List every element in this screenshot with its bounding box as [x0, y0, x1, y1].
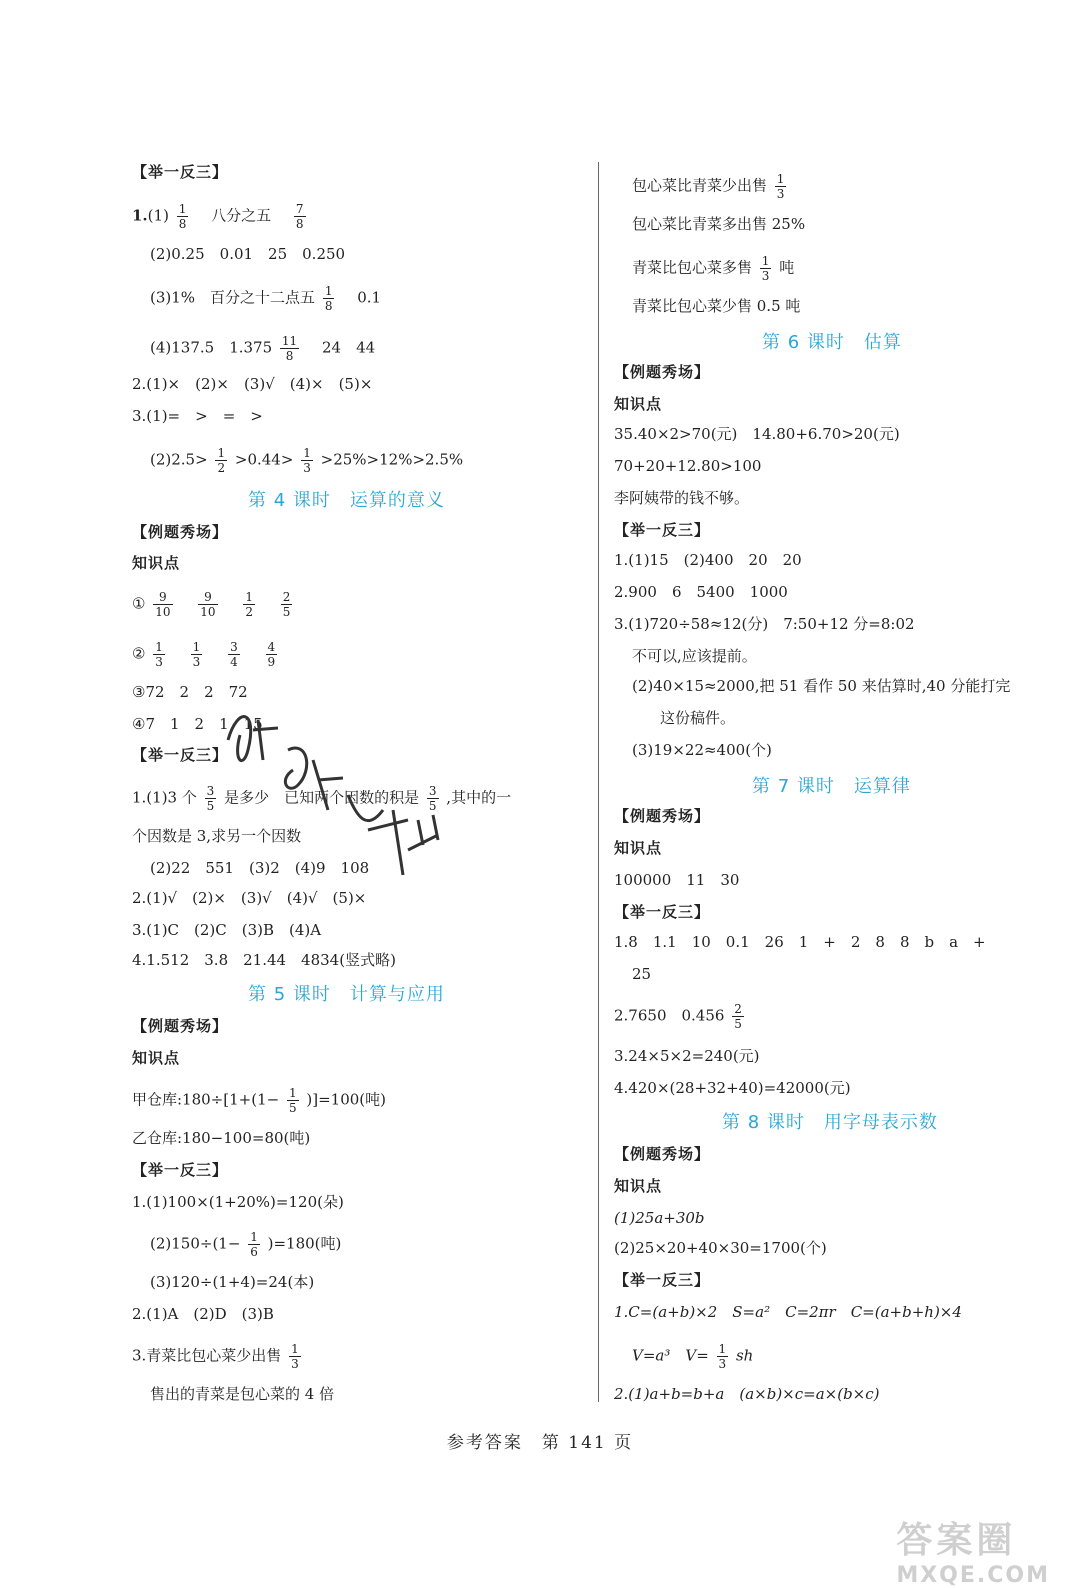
watermark-logo: 答案圈	[896, 1520, 1017, 1561]
watermark-url: MXQE.COM	[896, 1563, 1050, 1588]
answer-line: 李阿姨带的钱不够。	[614, 489, 750, 507]
answer-line: 包心菜比青菜多出售 25%	[632, 215, 806, 233]
section-tag: 【例题秀场】	[132, 523, 229, 541]
answer-line: 1.(1)100×(1+20%)=120(朵)	[132, 1193, 344, 1211]
answer-line: 3.青菜比包心菜少出售 $\frac{1}{3}$	[132, 1342, 299, 1371]
answer-line: (4)137.5 1.375 $\frac{11}{8}$ 24 44	[150, 334, 376, 363]
answer-line: 1.C=(a+b)×2 S=a² C=2πr C=(a+b+h)×4	[614, 1303, 962, 1321]
fraction: $\frac{7}{8}$	[295, 202, 304, 231]
knowledge-label: 知识点	[132, 554, 181, 572]
answer-line: ① $\frac{9}{10}$ $\frac{9}{10}$ $\frac{1}{2}$ $\frac{2}{5}$	[132, 590, 291, 619]
answer-line: (1)25a+30b	[614, 1209, 705, 1227]
answer-line: 青菜比包心菜少售 0.5 吨	[632, 297, 801, 315]
answer-line: 售出的青菜是包心菜的 4 倍	[150, 1385, 335, 1403]
answer-line: (2)2.5> $\frac{1}{2}$ >0.44> $\frac{1}{3}$ >25%>12%>2.5%	[150, 446, 464, 475]
answer-line: 4.420×(28+32+40)=42000(元)	[614, 1079, 851, 1097]
section-tag: 【例题秀场】	[614, 1145, 711, 1163]
lesson-heading: 第 7 课时 运算律	[752, 776, 911, 797]
lesson-heading: 第 5 课时 计算与应用	[248, 984, 445, 1005]
answer-line: 1.8 1.1 10 0.1 26 1 + 2 8 8 b a +	[614, 933, 986, 951]
knowledge-label: 知识点	[614, 839, 663, 857]
answer-line: (2)22 551 (3)2 (4)9 108	[150, 859, 370, 877]
fraction: $\frac{1}{8}$	[324, 284, 333, 313]
fraction: $\frac{1}{3}$	[303, 446, 311, 475]
answer-line: (2)0.25 0.01 25 0.250	[150, 245, 346, 263]
answer-line: 3.(1)720÷58≈12(分) 7:50+12 分=8:02	[614, 615, 915, 633]
answer-line: 3.24×5×2=240(元)	[614, 1047, 760, 1065]
section-tag: 【例题秀场】	[614, 807, 711, 825]
section-tag: 【举一反三】	[614, 1271, 711, 1289]
answer-line: (3)19×22≈400(个)	[632, 741, 772, 759]
handwriting-scribble	[218, 700, 468, 900]
lesson-heading: 第 4 课时 运算的意义	[248, 490, 445, 511]
answer-line: 3.(1)= > = >	[132, 407, 263, 425]
knowledge-label: 知识点	[614, 395, 663, 413]
answer-line: 100000 11 30	[614, 871, 740, 889]
answer-line: 1.(1)15 (2)400 20 20	[614, 551, 802, 569]
answer-line: 青菜比包心菜多售 $\frac{1}{3}$ 吨	[632, 254, 795, 283]
knowledge-label: 知识点	[132, 1049, 181, 1067]
answer-line: 25	[632, 965, 652, 983]
lesson-heading: 第 8 课时 用字母表示数	[722, 1112, 938, 1133]
section-tag: 【举一反三】	[132, 746, 229, 764]
answer-line: 不可以,应该提前。	[632, 647, 757, 665]
answer-line: 包心菜比青菜少出售 $\frac{1}{3}$	[632, 172, 785, 201]
answer-line: 这份稿件。	[660, 709, 736, 727]
answer-line: 1.(1) $\frac{1}{8}$ 八分之五 $\frac{7}{8}$	[132, 202, 304, 231]
knowledge-label: 知识点	[614, 1177, 663, 1195]
answer-line: 2.(1)× (2)× (3)√ (4)× (5)×	[132, 375, 373, 393]
answer-line: 乙仓库:180−100=80(吨)	[132, 1129, 311, 1147]
column-divider	[598, 162, 599, 1402]
section-tag: 【举一反三】	[614, 903, 711, 921]
answer-line: (3)1% 百分之十二点五 $\frac{1}{8}$ 0.1	[150, 284, 382, 313]
answer-line: (3)120÷(1+4)=24(本)	[150, 1273, 315, 1291]
answer-line: V=a³ V= $\frac{1}{3}$ sh	[632, 1342, 754, 1371]
answer-line: (2)40×15≈2000,把 51 看作 50 来估算时,40 分能打完	[632, 677, 1011, 695]
fraction: $\frac{1}{2}$	[217, 446, 226, 475]
answer-line: 2.7650 0.456 $\frac{2}{5}$	[614, 1002, 742, 1031]
watermark	[896, 1512, 1050, 1588]
answer-line: 个因数是 3,求另一个因数	[132, 827, 302, 845]
lesson-heading: 第 6 课时 估算	[762, 332, 902, 353]
answer-line: ④7 1 2 1 15	[132, 715, 263, 733]
section-tag: 【例题秀场】	[132, 1017, 229, 1035]
section-tag: 【举一反三】	[132, 163, 229, 181]
answer-line: 2.(1)√ (2)× (3)√ (4)√ (5)×	[132, 889, 367, 907]
page-footer: 参考答案 第 141 页	[446, 1433, 634, 1453]
answer-line: (2)150÷(1− $\frac{1}{6}$ )=180(吨)	[150, 1230, 342, 1259]
answer-line: 2.900 6 5400 1000	[614, 583, 788, 601]
answer-line: 2.(1)A (2)D (3)B	[132, 1305, 274, 1323]
answer-line: 甲仓库:180÷[1+(1− $\frac{1}{5}$ )]=100(吨)	[132, 1086, 386, 1115]
answer-line: 1.(1)3 个 $\frac{3}{5}$ 是多少 已知两个因数的积是 $\frac{3}{5}$ ,其中的一	[132, 784, 512, 813]
answer-line: 4.1.512 3.8 21.44 4834(竖式略)	[132, 951, 396, 969]
answer-line: (2)25×20+40×30=1700(个)	[614, 1239, 827, 1257]
answer-line: 2.(1)a+b=b+a (a×b)×c=a×(b×c)	[614, 1385, 880, 1403]
section-tag: 【举一反三】	[132, 1161, 229, 1179]
section-tag: 【例题秀场】	[614, 363, 711, 381]
answer-line: ③72 2 2 72	[132, 683, 248, 701]
answer-line: 35.40×2>70(元) 14.80+6.70>20(元)	[614, 425, 900, 443]
fraction: $\frac{1}{8}$	[178, 202, 187, 231]
answer-line: 70+20+12.80>100	[614, 457, 762, 475]
answer-line: 3.(1)C (2)C (3)B (4)A	[132, 921, 322, 939]
fraction: $\frac{11}{8}$	[281, 334, 298, 363]
section-tag: 【举一反三】	[614, 521, 711, 539]
answer-line: ② $\frac{1}{3}$ $\frac{1}{3}$ $\frac{3}{4}$ $\frac{4}{9}$	[132, 640, 276, 669]
